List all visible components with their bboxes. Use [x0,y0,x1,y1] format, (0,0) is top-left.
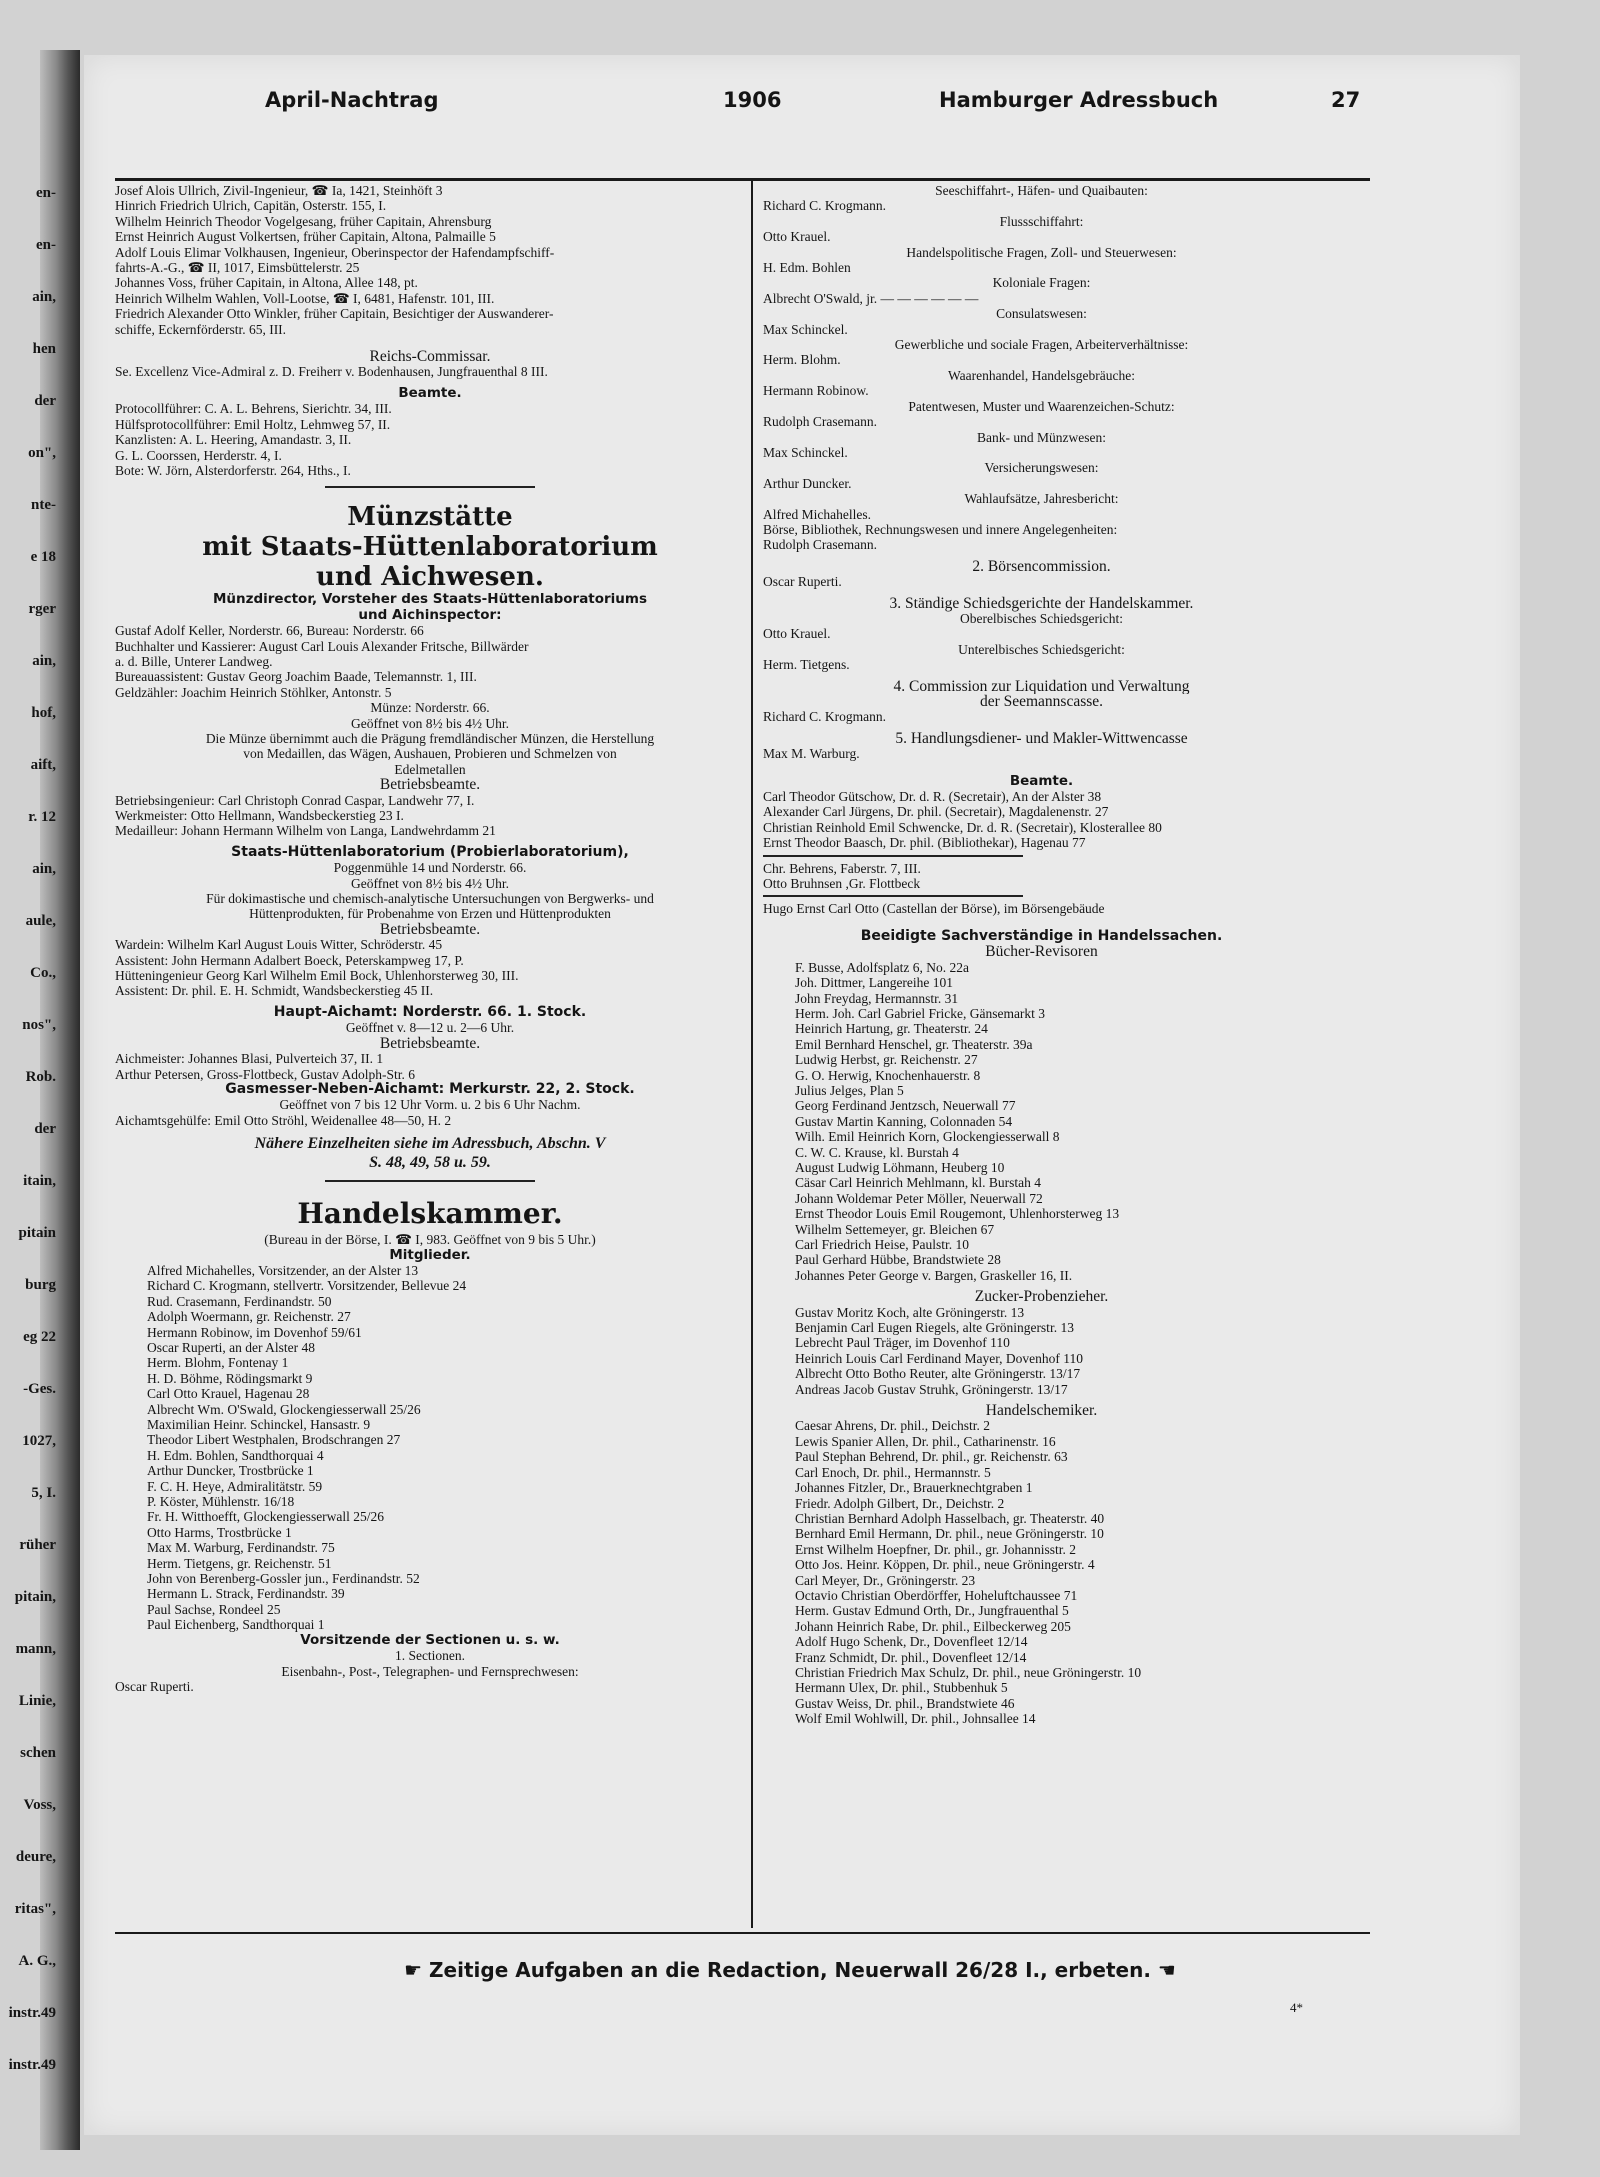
member-line: Theodor Libert Westphalen, Brodschrangen 27 [147,1432,401,1448]
reichs-commissar-line: Se. Excellenz Vice-Admiral z. D. Freiherr v. Bodenhausen, Jungfrauenthal 8 III. [115,364,548,380]
sachverstaendige-heading: Beeidigte Sachverständige in Handelssachen. [860,927,1223,944]
gasmesser-heading: Gasmesser-Neben-Aichamt: Merkurstr. 22, 2. Stock. [225,1080,635,1097]
muenz-staff-list [115,623,745,700]
staats-lab-address: Poggenmühle 14 und Norderstr. 66. [333,860,527,876]
revisor-line: Cäsar Carl Heinrich Mehlmann, kl. Burstah 4 [795,1175,1041,1191]
section-member: Herm. Blohm. [763,352,841,368]
scrap-fragment: schen [20,1745,56,1761]
details-note [115,1134,745,1172]
scrap-fragment: e 18 [30,549,56,565]
section-topic: Waarenhandel, Handelsgebräuche: [947,367,1136,383]
betriebsbeamte-list-3 [115,1051,745,1082]
desc-line: Edelmetallen [394,761,466,777]
probenzieher-line: Heinrich Louis Carl Ferdinand Mayer, Dovenhof 110 [795,1350,1084,1366]
note-line: S. 48, 49, 58 u. 59. [369,1154,491,1172]
scrap-fragment: 5, I. [31,1485,56,1501]
section-member: Alfred Michahelles. [763,506,871,522]
staff-line: Arthur Petersen, Gross-Flottbeck, Gustav Adolph-Str. 6 [115,1066,415,1082]
scrap-fragment: r. 12 [28,809,56,825]
scrap-fragment: A. G., [18,1953,56,1969]
handelschemiker-heading: Handelschemiker. [985,1402,1098,1420]
seemannscasse-member: Richard C. Krogmann. [763,709,886,725]
scrap-fragment: Voss, [23,1797,56,1813]
staff-line: Assistent: John Hermann Adalbert Boeck, Peterskampweg 17, P. [115,952,464,968]
chemiker-line: Octavio Christian Oberdörffer, Hoheluftchaussee 71 [795,1587,1078,1603]
oberelbisch-topic: Oberelbisches Schiedsgericht: [959,610,1124,626]
section-member: Max Schinckel. [763,321,848,337]
revisor-line: Wilhelm Settemeyer, gr. Bleichen 67 [795,1221,995,1237]
scrap-fragment: Co., [30,965,56,981]
wittwencasse-member: Max M. Warburg. [763,746,860,762]
commission-line: 4. Commission zur Liquidation und Verwaltung [893,678,1190,694]
title-line: mit Staats-Hüttenlaboratorium [202,532,658,563]
scrap-fragment: Linie, [18,1693,56,1709]
beamte-line: Bote: W. Jörn, Alsterdorferstr. 264, Hths., I. [115,462,351,478]
header-title: Hamburger Adressbuch [939,88,1219,112]
intro-list [115,183,745,337]
revisor-line: Johannes Peter George v. Bargen, Graskeller 16, II. [795,1267,1073,1283]
section-member: Rudolph Crasemann. [763,414,877,430]
section-topic: Flussschiffahrt: [999,213,1084,229]
chemiker-line: Carl Meyer, Dr., Gröningerstr. 23 [795,1572,976,1588]
scrap-fragment: instr.49 [8,2057,56,2073]
staff-line: Bureauassistent: Gustav Georg Joachim Baade, Telemannstr. 1, III. [115,669,477,685]
entry-line: Heinrich Wilhelm Wahlen, Voll-Lootse, ☎ I, 6481, Hafenstr. 101, III. [115,290,495,306]
adjacent-page-scrap [0,80,60,2140]
beamte-line: G. L. Coorssen, Herderstr. 4, I. [115,447,282,463]
desc-line: von Medaillen, das Wägen, Aushauen, Probieren und Schmelzen von [243,746,617,762]
chemiker-line: Otto Jos. Heinr. Köppen, Dr. phil., neue Gröningerstr. 4 [795,1557,1095,1573]
scrap-fragment: der [34,393,56,409]
haupt-aichamt-hours: Geöffnet v. 8—12 u. 2—6 Uhr. [345,1020,515,1036]
right-beamte-heading: Beamte. [1009,772,1074,789]
chemiker-line: Christian Bernhard Adolph Hasselbach, gr. Theaterstr. 40 [795,1510,1105,1526]
scrap-fragment: nos", [22,1017,56,1033]
scrap-fragment: burg [25,1277,56,1293]
staats-lab-hours: Geöffnet von 8½ bis 4½ Uhr. [351,875,509,891]
header-rule [115,178,1370,181]
section-topic: Bank- und Münzwesen: [977,429,1106,445]
scrap-fragment: hen [32,341,56,357]
column-divider [751,180,753,1928]
scrap-fragment: eg 22 [23,1329,56,1345]
section-topic: Gewerbliche und sociale Fragen, Arbeiterverhältnisse: [894,337,1189,353]
scrap-fragment: ain, [32,861,56,877]
member-line: Fr. H. Witthoefft, Glockengiesserwall 25/26 [147,1509,385,1525]
scrap-fragment: pitain [18,1225,56,1241]
scrap-fragment: pitain, [14,1589,56,1605]
chemiker-line: Franz Schmidt, Dr. phil., Dovenfleet 12/14 [795,1649,1027,1665]
page-header [265,80,1370,120]
probenzieher-line: Lebrecht Paul Träger, im Dovenhof 110 [795,1335,1010,1351]
header-section: April-Nachtrag [265,88,439,112]
section-member: Albrecht O'Swald, jr. — — — — — — [763,290,979,306]
right-beamte-list [763,789,1320,851]
member-line: Paul Eichenberg, Sandthorquai 1 [147,1617,325,1633]
scrap-fragment: ain, [32,289,56,305]
section-member: Otto Krauel. [763,229,831,245]
zucker-list [763,1305,1320,1397]
chemiker-line: Carl Enoch, Dr. phil., Hermannstr. 5 [795,1464,991,1480]
reichs-commissar-heading: Reichs-Commissar. [369,348,491,366]
entry-line: Josef Alois Ullrich, Zivil-Ingenieur, ☎ Ia, 1421, Steinhöft 3 [115,183,443,198]
chemiker-line: Adolf Hugo Schenk, Dr., Dovenfleet 12/14 [795,1634,1028,1650]
beamte-heading: Beamte. [398,384,462,401]
wittwencasse-heading: 5. Handlungsdiener- und Makler-Wittwencasse [895,729,1188,747]
entry-line: Friedrich Alexander Otto Winkler, früher Capitain, Besichtiger der Auswanderer- [115,306,554,322]
section-topic: Eisenbahn-, Post-, Telegraphen- und Fernsprechwesen: [281,1663,579,1679]
revisor-line: Johann Woldemar Peter Möller, Neuerwall 72 [795,1190,1043,1206]
revisor-line: Heinrich Hartung, gr. Theaterstr. 24 [795,1021,988,1037]
revisor-line: John Freydag, Hermannstr. 31 [795,990,959,1006]
oberelbisch-member: Otto Krauel. [763,626,831,642]
desc-line: Für dokimastische und chemisch-analytische Untersuchungen von Bergwerks- und [206,891,654,907]
chemiker-line: Hermann Ulex, Dr. phil., Stubbenhuk 5 [795,1680,1008,1696]
header-year: 1906 [723,88,782,112]
scrap-fragment: on", [28,445,56,461]
entry-line: Adolf Louis Elimar Volkhausen, Ingenieur, Oberinspector der Hafendampfschiff- [115,244,555,260]
betriebsbeamte-heading-3: Betriebsbeamte. [379,1034,481,1052]
staff-line: Aichmeister: Johannes Blasi, Pulverteich 37, II. 1 [115,1051,384,1067]
staff-line: Gustaf Adolf Keller, Norderstr. 66, Bureau: Norderstr. 66 [115,623,424,639]
scrap-fragment: rger [28,601,56,617]
beamte-line: Christian Reinhold Emil Schwencke, Dr. d. R. (Secretair), Klosterallee 80 [763,819,1162,835]
beamte-line: Protocollführer: C. A. L. Behrens, Sierichtr. 34, III. [115,401,392,417]
revisor-line: C. W. C. Krause, kl. Burstah 4 [795,1144,959,1160]
left-column [115,183,745,1694]
header-page-number: 27 [1331,88,1361,112]
handelskammer-title: Handelskammer. [297,1197,563,1231]
revisor-line: F. Busse, Adolfsplatz 6, No. 22a [795,959,970,975]
member-line: Herm. Blohm, Fontenay 1 [147,1355,289,1371]
muenze-hours: Geöffnet von 8½ bis 4½ Uhr. [351,715,509,731]
member-line: Richard C. Krogmann, stellvertr. Vorsitzender, Bellevue 24 [147,1278,467,1294]
unterelbisch-topic: Unterelbisches Schiedsgericht: [958,641,1125,657]
section-topic: Koloniale Fragen: [992,275,1091,291]
muenze-heading: Münze: Norderstr. 66. [370,700,490,716]
beamte-line: Ernst Theodor Baasch, Dr. phil. (Bibliothekar), Hagenau 77 [763,835,1086,851]
member-line: H. D. Böhme, Rödingsmarkt 9 [147,1370,313,1386]
entry-line: fahrts-A.-G., ☎ II, 1017, Eimsbüttelerstr. 25 [115,260,360,276]
seemannscasse-heading [763,679,1320,710]
haupt-aichamt-heading: Haupt-Aichamt: Norderstr. 66. 1. Stock. [273,1003,587,1020]
section-topic: Consulatswesen: [996,306,1087,322]
scrap-fragment: mann, [15,1641,56,1657]
staats-lab-heading: Staats-Hüttenlaboratorium (Probierlaboratorium), [231,843,629,860]
scrap-fragment: aift, [30,757,56,773]
right-column [763,183,1320,1727]
beamte-line: Hülfsprotocollführer: Emil Holtz, Lehmweg 57, II. [115,416,391,432]
footer-notice: ☛ Zeitige Aufgaben an die Redaction, Neuerwall 26/28 I., erbeten. ☚ [404,1958,1176,1982]
revisor-line: Emil Bernhard Henschel, gr. Theaterstr. 39a [795,1036,1033,1052]
section-topic: Versicherungswesen: [984,460,1099,476]
beamte-line: Carl Theodor Gütschow, Dr. d. R. (Secretair), An der Alster 38 [763,789,1102,805]
section-member: Oscar Ruperti. [115,1678,194,1694]
director-line: und Aichinspector: [358,607,502,623]
mitglieder-heading: Mitglieder. [389,1246,471,1263]
scrap-fragment: en- [36,185,56,201]
member-line: Albrecht Wm. O'Swald, Glockengiesserwall 25/26 [147,1401,421,1417]
probenzieher-line: Andreas Jacob Gustav Struhk, Gröningerstr. 13/17 [795,1381,1068,1397]
desc-line: Die Münze übernimmt auch die Prägung fremdländischer Münzen, die Herstellung [205,730,655,746]
page-mark: 4* [1290,2000,1303,2015]
scrap-fragment: Rob. [25,1069,56,1085]
member-line: Paul Sachse, Rondeel 25 [147,1601,281,1617]
entry-line: Wilhelm Heinrich Theodor Vogelgesang, früher Capitain, Ahrensburg [115,213,492,229]
boerse-topic: Börse, Bibliothek, Rechnungswesen und innere Angelegenheiten: [763,521,1118,537]
beamte-line: Alexander Carl Jürgens, Dr. phil. (Secretair), Magdalenenstr. 27 [763,804,1109,820]
scrap-fragment: -Ges. [23,1381,56,1397]
staff-line: Hütteningenieur Georg Karl Wilhelm Emil Bock, Uhlenhorsterweg 30, III. [115,968,519,984]
revisor-line: Carl Friedrich Heise, Paulstr. 10 [795,1237,969,1252]
bottom-rule [115,1932,1370,1934]
betriebsbeamte-heading: Betriebsbeamte. [379,776,481,794]
member-line: H. Edm. Bohlen, Sandthorquai 4 [147,1447,324,1463]
member-line: Adolph Woermann, gr. Reichenstr. 27 [147,1309,351,1325]
beamte-rule [763,855,1023,857]
chemiker-line: Johann Heinrich Rabe, Dr. phil., Eilbeckerweg 205 [795,1618,1071,1634]
staff-line: Buchhalter und Kassierer: August Carl Louis Alexander Fritsche, Billwärder [115,638,529,654]
scrap-fragment: ain, [32,653,56,669]
buecher-revisoren-heading: Bücher-Revisoren [985,943,1098,961]
title-line: und Aichwesen. [316,562,544,593]
chemiker-line: Caesar Ahrens, Dr. phil., Deichstr. 2 [795,1418,990,1434]
member-line: P. Köster, Mühlenstr. 16/18 [147,1494,295,1510]
scrap-fragment: ritas", [14,1901,56,1917]
handelschemiker-list [763,1418,1320,1726]
gasmesser-hours: Geöffnet von 7 bis 12 Uhr Vorm. u. 2 bis 6 Uhr Nachm. [279,1097,581,1113]
chemiker-line: Christian Friedrich Max Schulz, Dr. phil., neue Gröningerstr. 10 [795,1664,1142,1680]
section-divider [325,486,535,488]
director-line: Münzdirector, Vorsteher des Staats-Hüttenlaboratoriums [212,592,648,608]
revisor-line: August Ludwig Löhmann, Heuberg 10 [795,1159,1005,1175]
section-topic: Wahlaufsätze, Jahresbericht: [964,491,1119,507]
revisor-line: Joh. Dittmer, Langereihe 101 [795,975,954,991]
staff-line: Medailleur: Johann Hermann Wilhelm von Langa, Landwehrdamm 21 [115,823,496,839]
section-member: Max Schinckel. [763,444,848,460]
betriebsbeamte-heading-2: Betriebsbeamte. [379,920,481,938]
beamte-line: Chr. Behrens, Faberstr. 7, III. [763,860,921,876]
schiedsgerichte-heading: 3. Ständige Schiedsgerichte der Handelskammer. [889,594,1194,612]
handelskammer-bureau: (Bureau in der Börse, I. ☎ I, 983. Geöffnet von 9 bis 5 Uhr.) [264,1232,596,1248]
scrap-fragment: der [34,1121,56,1137]
revisor-line: Georg Ferdinand Jentzsch, Neuerwall 77 [795,1098,1016,1114]
buecher-revisoren-list [763,960,1320,1284]
beamte-list [115,401,745,478]
section-member: Hermann Robinow. [763,383,869,399]
scrap-fragment: en- [36,237,56,253]
entry-line: Johannes Voss, früher Capitain, in Altona, Allee 148, pt. [115,275,418,291]
boerse-member: Rudolph Crasemann. [763,537,877,553]
chemiker-line: Bernhard Emil Hermann, Dr. phil., neue Gröningerstr. 10 [795,1526,1104,1542]
member-line: Hermann L. Strack, Ferdinandstr. 39 [147,1586,345,1602]
revisor-line: Wilh. Emil Heinrich Korn, Glockengiesserwall 8 [795,1129,1060,1145]
section-topic: Handelspolitische Fragen, Zoll- und Steuerwesen: [906,244,1177,260]
right-beamte-list-2 [763,861,1320,892]
scrap-fragment: aule, [25,913,56,929]
staats-lab-description [115,891,745,922]
section-topic: Seeschiffahrt-, Häfen- und Quaibauten: [935,183,1148,198]
section-member: Arthur Duncker. [763,475,852,491]
chemiker-line: Friedr. Adolph Gilbert, Dr., Deichstr. 2 [795,1495,1005,1511]
revisor-line: Herm. Joh. Carl Gabriel Fricke, Gänsemarkt 3 [795,1005,1046,1021]
member-line: Herm. Tietgens, gr. Reichenstr. 51 [147,1555,332,1571]
beamte-line: Otto Bruhnsen ,Gr. Flottbeck [763,876,921,892]
aichamt-helper: Aichamtsgehülfe: Emil Otto Ströhl, Weidenallee 48—50, H. 2 [115,1112,452,1128]
vorsitzende-heading: Vorsitzende der Sectionen u. s. w. [300,1631,560,1648]
scrap-fragment: deure, [15,1849,56,1865]
entry-line: schiffe, Eckernförderstr. 65, III. [115,321,287,337]
member-line: Otto Harms, Trostbrücke 1 [147,1524,292,1540]
section-member: Richard C. Krogmann. [763,198,886,214]
revisor-line: Julius Jelges, Plan 5 [795,1082,904,1098]
mitglieder-list [115,1263,745,1633]
revisor-line: Ernst Theodor Louis Emil Rougemont, Uhlenhorsterweg 13 [795,1206,1120,1222]
scrap-fragment: nte- [31,497,56,513]
scrap-fragment: itain, [23,1173,56,1189]
entry-line: Ernst Heinrich August Volkertsen, früher Capitain, Altona, Palmaille 5 [115,229,496,245]
boersencommission-heading: 2. Börsencommission. [972,557,1111,575]
muenze-description [115,731,745,777]
staff-line: Wardein: Wilhelm Karl August Louis Witter, Schröderstr. 45 [115,937,443,953]
chemiker-line: Johannes Fitzler, Dr., Brauerknechtgraben 1 [795,1480,1033,1496]
title-line: Münzstätte [347,502,513,533]
commission-line: der Seemannscasse. [979,694,1104,710]
member-line: John von Berenberg-Gossler jun., Ferdinandstr. 52 [147,1571,420,1587]
member-line: Oscar Ruperti, an der Alster 48 [147,1339,315,1355]
staff-line: Betriebsingenieur: Carl Christoph Conrad Caspar, Landwehr 77, I. [115,792,475,808]
scrap-fragment: 1027, [22,1433,56,1449]
staff-line: Werkmeister: Otto Hellmann, Wandsbeckerstieg 23 I. [115,808,404,823]
staff-line: Assistent: Dr. phil. E. H. Schmidt, Wandsbeckerstieg 45 II. [115,983,434,999]
entry-line: Hinrich Friedrich Ulrich, Capitän, Osterstr. 155, I. [115,198,387,214]
sections-list [763,183,1320,522]
scrap-fragment: hof, [31,705,56,721]
member-line: Carl Otto Krauel, Hagenau 28 [147,1386,310,1402]
member-line: Max M. Warburg, Ferdinandstr. 75 [147,1540,335,1556]
section-member: H. Edm. Bohlen [763,260,851,276]
member-line: Rud. Crasemann, Ferdinandstr. 50 [147,1293,332,1309]
member-line: Arthur Duncker, Trostbrücke 1 [147,1463,314,1479]
staff-line: a. d. Bille, Unterer Landweg. [115,653,273,669]
chemiker-line: Gustav Weiss, Dr. phil., Brandstwiete 46 [795,1695,1015,1711]
probenzieher-line: Albrecht Otto Botho Reuter, alte Gröningerstr. 13/17 [795,1366,1081,1382]
betriebsbeamte-list-2 [115,937,745,999]
chemiker-line: Ernst Wilhelm Hoepfner, Dr. phil., gr. Johannisstr. 2 [795,1541,1077,1557]
chemiker-line: Wolf Emil Wohlwill, Dr. phil., Johnsallee 14 [795,1711,1036,1727]
beamte-rule-2 [763,895,1023,897]
member-line: Maximilian Heinr. Schinckel, Hansastr. 9 [147,1417,371,1432]
boersencommission-member: Oscar Ruperti. [763,574,842,590]
sectionen-heading: 1. Sectionen. [394,1648,466,1664]
section-topic: Patentwesen, Muster und Waarenzeichen-Schutz: [908,398,1175,414]
member-line: Hermann Robinow, im Dovenhof 59/61 [147,1324,362,1340]
section-divider-2 [325,1180,535,1182]
muenzstaette-title [115,502,745,592]
scrap-fragment: instr.49 [8,2005,56,2021]
unterelbisch-member: Herm. Tietgens. [763,657,850,673]
staff-line: Geldzähler: Joachim Heinrich Stöhlker, Antonstr. 5 [115,684,392,700]
revisor-line: G. O. Herwig, Knochenhauerstr. 8 [795,1067,981,1083]
revisor-line: Ludwig Herbst, gr. Reichenstr. 27 [795,1052,978,1068]
scrap-fragment: rüher [19,1537,56,1553]
chemiker-line: Lewis Spanier Allen, Dr. phil., Catharinenstr. 16 [795,1433,1056,1449]
chemiker-line: Paul Stephan Behrend, Dr. phil., gr. Reichenstr. 63 [795,1449,1068,1465]
betriebsbeamte-list [115,793,745,839]
beamte-line: Kanzlisten: A. L. Heering, Amandastr. 3, II. [115,432,352,448]
castellan-line: Hugo Ernst Carl Otto (Castellan der Börse), im Börsengebäude [763,901,1105,917]
probenzieher-line: Benjamin Carl Eugen Riegels, alte Gröningerstr. 13 [795,1320,1074,1336]
muenzdirector-heading [115,592,745,623]
member-line: Alfred Michahelles, Vorsitzender, an der Alster 13 [147,1262,419,1278]
note-line: Nähere Einzelheiten siehe im Adressbuch, Abschn. V [254,1135,606,1153]
member-line: F. C. H. Heye, Admiralitätstr. 59 [147,1478,323,1494]
revisor-line: Paul Gerhard Hübbe, Brandstwiete 28 [795,1252,1001,1268]
probenzieher-line: Gustav Moritz Koch, alte Gröningerstr. 13 [795,1304,1025,1320]
desc-line: Hüttenprodukten, für Probenahme von Erzen und Hüttenprodukten [249,906,611,922]
chemiker-line: Herm. Gustav Edmund Orth, Dr., Jungfrauenthal 5 [795,1603,1069,1619]
zucker-heading: Zucker-Probenzieher. [974,1288,1109,1306]
revisor-line: Gustav Martin Kanning, Colonnaden 54 [795,1113,1013,1129]
